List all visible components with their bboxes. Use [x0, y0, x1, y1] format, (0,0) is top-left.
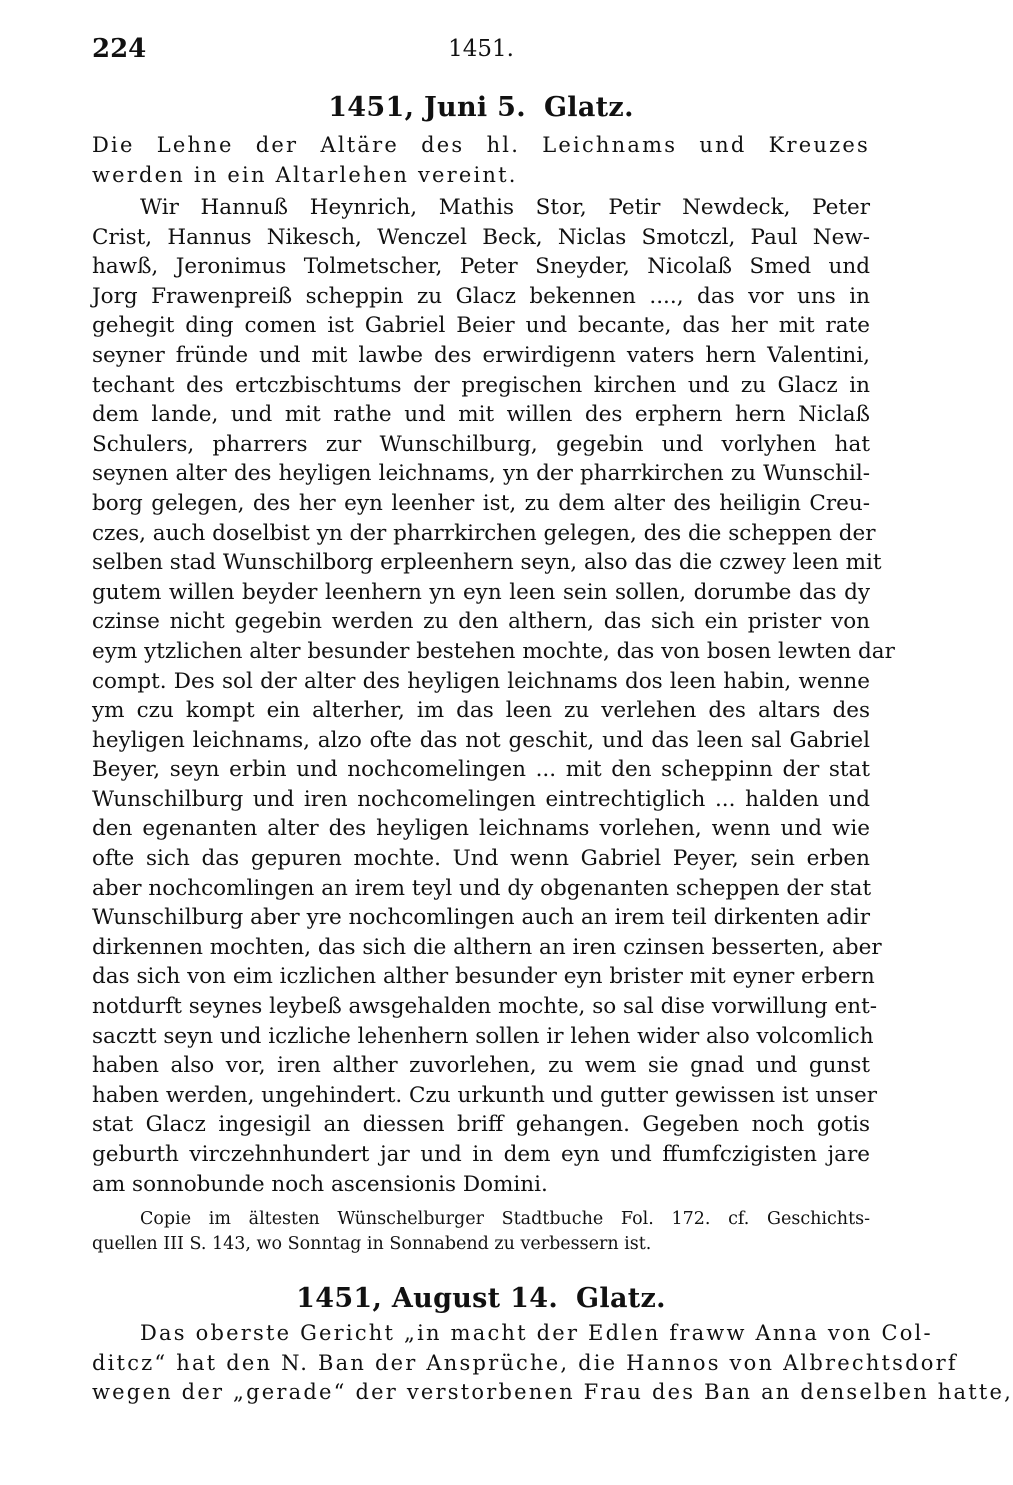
text-line: Crist, Hannus Nikesch, Wenczel Beck, Niclas Smotczl, Paul New-	[92, 224, 870, 250]
text-line: seynen alter des heyligen leichnams, yn der pharrkirchen zu Wunschil-	[92, 461, 870, 487]
note-line: quellen III S. 143, wo Sonntag in Sonnabend zu verbessern ist.	[92, 1234, 652, 1254]
text-line: czes, auch doselbist yn der pharrkirchen gelegen, des die scheppen der	[92, 520, 876, 546]
text-line: czinse nicht gegebin werden zu den althern, das sich ein prister von	[92, 609, 870, 635]
text-line: borg gelegen, des her eyn leenher ist, zu dem alter des heiligin Creu-	[92, 490, 870, 516]
text-line: heyligen leichnams, alzo ofte das not geschit, und das leen sal Gabriel	[92, 727, 870, 753]
text-line: Wunschilburg aber yre nochcomlingen auch an irem teil dirkenten adir	[92, 905, 870, 931]
text-line: den egenanten alter des heyligen leichnams vorlehen, wenn und wie	[92, 816, 870, 842]
note-line: Copie im ältesten Wünschelburger Stadtbuche Fol. 172. cf. Geschichts-	[140, 1209, 870, 1229]
text-line: aber nochcomlingen an irem teyl und dy obgenanten scheppen der stat	[92, 875, 872, 901]
text-line: hawß, Jeronimus Tolmetscher, Peter Sneyder, Nicolaß Smed und	[92, 254, 870, 280]
text-line: sacztt seyn und iczliche lehenhern sollen ir lehen wider also volcomlich	[92, 1023, 874, 1049]
text-line: ym czu kompt ein alterher, im das leen zu verlehen des altars des	[92, 698, 870, 724]
text-line: notdurft seynes leybeß awsgehalden mochte, so sal dise vorwillung ent-	[92, 994, 877, 1020]
text-line: eym ytzlichen alter besunder bestehen mochte, das von bosen lewten dar	[92, 638, 895, 664]
page-header	[92, 34, 870, 74]
text-line: Beyer, seyn erbin und nochcomelingen ... mit den scheppinn der stat	[92, 757, 870, 783]
text-line: gutem willen beyder leenhern yn eyn leen sein sollen, dorumbe das dy	[92, 579, 870, 605]
text-line: Schulers, pharrers zur Wunschilburg, gegebin und vorlyhen hat	[92, 431, 870, 457]
document-1-source-note	[92, 1207, 870, 1257]
text-line: haben also vor, iren alther zuvorlehen, zu wem sie gnad und gunst	[92, 1053, 870, 1079]
document-2-summary	[92, 1319, 1013, 1408]
text-line: Wir Hannuß Heynrich, Mathis Stor, Petir Newdeck, Peter	[140, 195, 870, 220]
text-line: Wunschilburg und iren nochcomelingen eintrechtiglich ... halden und	[92, 786, 870, 812]
text-line: dirkennen mochten, das sich die althern an iren czinsen besserten, aber	[92, 934, 882, 960]
summary-line: werden in ein Altarlehen vereint.	[92, 162, 518, 187]
text-line: compt. Des sol der alter des heyligen leichnams dos leen habin, wenne	[92, 668, 870, 694]
text-line: am sonnobunde noch ascensionis Domini.	[92, 1171, 548, 1197]
text-line: dem lande, und mit rathe und mit willen des erphern hern Niclaß	[92, 402, 870, 428]
text-line: gehegit ding comen ist Gabriel Beier und becante, das her mit rate	[92, 313, 870, 339]
summary-line: Das oberste Gericht „in macht der Edlen fraww Anna von Col-	[140, 1321, 933, 1345]
document-2-heading	[92, 1283, 870, 1314]
document-1-text	[92, 193, 895, 1199]
text-line: ofte sich das gepuren mochte. Und wenn Gabriel Peyer, sein erben	[92, 846, 870, 872]
text-line: stat Glacz ingesigil an diessen briff gehangen. Gegeben noch gotis	[92, 1112, 870, 1138]
document-2-date: 1451, August 14.	[296, 1283, 559, 1314]
document-1-date: 1451, Juni 5.	[328, 92, 526, 123]
text-line: geburth virczehnhundert jar und in dem eyn und ffumfczigisten jare	[92, 1142, 870, 1167]
text-line: seyner fründe und mit lawbe des erwirdigenn vaters hern Valentini,	[92, 342, 870, 368]
summary-line: wegen der „gerade“ der verstorbenen Frau des Ban an denselben hatte,	[92, 1380, 1013, 1405]
document-1-summary	[92, 131, 870, 190]
text-line: das sich von eim iczlichen alther besunder eyn brister mit eyner erbern	[92, 964, 875, 990]
document-1-heading	[92, 92, 870, 123]
text-line: haben werden, ungehindert. Czu urkunth und gutter gewissen ist unser	[92, 1082, 878, 1108]
text-line: techant des ertczbischtums der pregischen kirchen und zu Glacz in	[92, 372, 870, 398]
document-1-place: Glatz.	[543, 92, 634, 123]
summary-line: Die Lehne der Altäre des hl. Leichnams und Kreuzes	[92, 133, 870, 157]
running-head: 1451.	[448, 36, 514, 62]
text-line: selben stad Wunschilborg erpleenhern seyn, also das die czwey leen mit	[92, 550, 882, 576]
summary-line: ditcz“ hat den N. Ban der Ansprüche, die Hannos von Albrechtsdorf	[92, 1350, 958, 1375]
page-number: 224	[92, 34, 147, 64]
text-line: Jorg Frawenpreiß scheppin zu Glacz bekennen ...., das vor uns in	[92, 283, 870, 309]
document-2-place: Glatz.	[576, 1283, 666, 1314]
